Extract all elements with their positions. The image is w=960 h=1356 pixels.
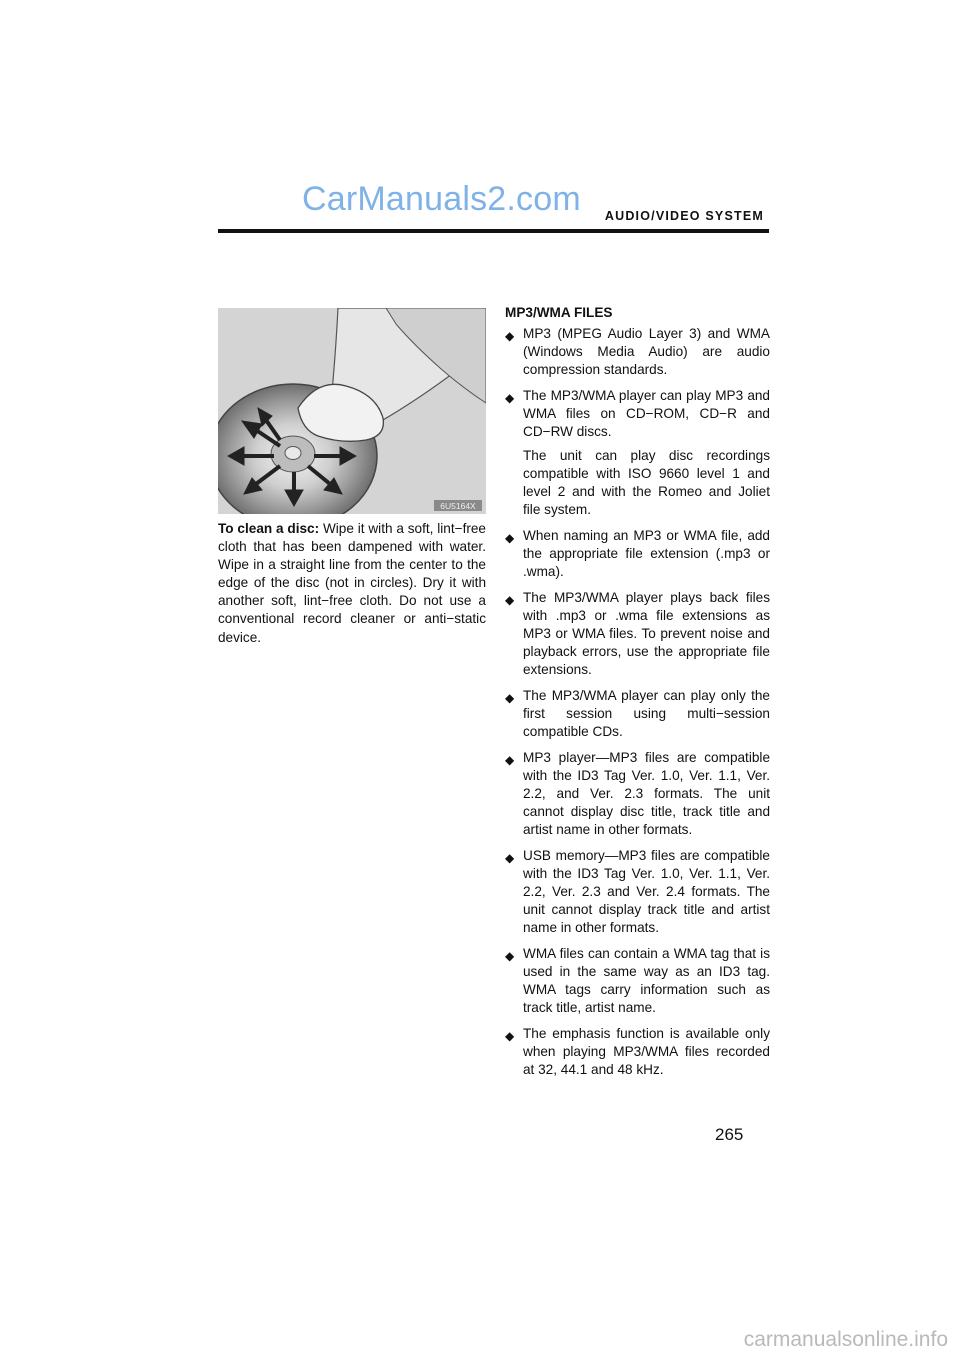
list-item bbox=[505, 847, 770, 937]
bullet-icon: ◆ bbox=[505, 391, 515, 405]
list-item-text: USB memory—MP3 files are compatible with the ID3 Tag Ver. 1.0, Ver. 1.1, Ver. 2.2, Ver. 2.3 and Ver. 2.4 formats. The unit cannot display track title and artist name in other formats. bbox=[523, 848, 770, 935]
list-item bbox=[505, 325, 770, 379]
list-item-text: The emphasis function is available only when playing MP3/WMA files recorded at 32, 44.1 and 48 kHz. bbox=[523, 1026, 770, 1077]
mp3-wma-section bbox=[505, 304, 770, 1087]
disc-cleaning-illustration bbox=[218, 308, 486, 514]
bullet-icon: ◆ bbox=[505, 691, 515, 705]
caption-text: Wipe it with a soft, lint−free cloth that has been dampened with water. Wipe in a straight line from the center to the edge of the disc (not in circles). Dry it with another soft, lint−free cloth. Do not use a conventional record cleaner or anti−static device. bbox=[218, 521, 486, 645]
disc-cleaning-caption bbox=[218, 520, 486, 647]
footer-watermark: carmanualsonline.info bbox=[743, 1328, 948, 1351]
bullet-icon: ◆ bbox=[505, 753, 515, 767]
list-item-text: MP3 (MPEG Audio Layer 3) and WMA (Windows Media Audio) are audio compression standards. bbox=[523, 326, 770, 377]
list-item-text: When naming an MP3 or WMA file, add the appropriate file extension (.mp3 or .wma). bbox=[523, 528, 770, 579]
watermark-logo: CarManuals2.com bbox=[302, 180, 581, 218]
section-heading: MP3/WMA FILES bbox=[505, 305, 613, 320]
list-item bbox=[505, 1025, 770, 1079]
figure-code: 6U5164X bbox=[440, 501, 476, 511]
page-number: 265 bbox=[715, 1125, 744, 1144]
bullet-icon: ◆ bbox=[505, 1029, 515, 1043]
caption-lead: To clean a disc: bbox=[218, 521, 320, 536]
list-item-text: The MP3/WMA player can play MP3 and WMA files on CD−ROM, CD−R and CD−RW discs. bbox=[523, 388, 770, 439]
list-item-text: WMA files can contain a WMA tag that is used in the same way as an ID3 tag. WMA tags carry information such as track title, artist name. bbox=[523, 946, 770, 1015]
list-item-text: The MP3/WMA player plays back files with .mp3 or .wma file extensions as MP3 or WMA files. To prevent noise and playback errors, use the appropriate file extensions. bbox=[523, 590, 770, 677]
list-item bbox=[505, 387, 770, 441]
header-rule bbox=[218, 229, 769, 233]
section-title: AUDIO/VIDEO SYSTEM bbox=[604, 209, 764, 223]
bullet-icon: ◆ bbox=[505, 851, 515, 865]
list-note: The unit can play disc recordings compatible with ISO 9660 level 1 and level 2 and with the Romeo and Joliet file system. bbox=[523, 448, 770, 517]
list-item bbox=[505, 589, 770, 679]
list-item-text: The MP3/WMA player can play only the first session using multi−session compatible CDs. bbox=[523, 688, 770, 739]
bullet-icon: ◆ bbox=[505, 593, 515, 607]
bullet-icon: ◆ bbox=[505, 949, 515, 963]
list-item bbox=[505, 945, 770, 1017]
bullet-icon: ◆ bbox=[505, 531, 515, 545]
list-item bbox=[505, 687, 770, 741]
list-item bbox=[505, 527, 770, 581]
list-item bbox=[505, 749, 770, 839]
bullet-icon: ◆ bbox=[505, 329, 515, 343]
list-item-text: MP3 player—MP3 files are compatible with the ID3 Tag Ver. 1.0, Ver. 1.1, Ver. 2.2, and Ver. 2.3 formats. The unit cannot display disc title, track title and artist name in other formats. bbox=[523, 750, 770, 837]
